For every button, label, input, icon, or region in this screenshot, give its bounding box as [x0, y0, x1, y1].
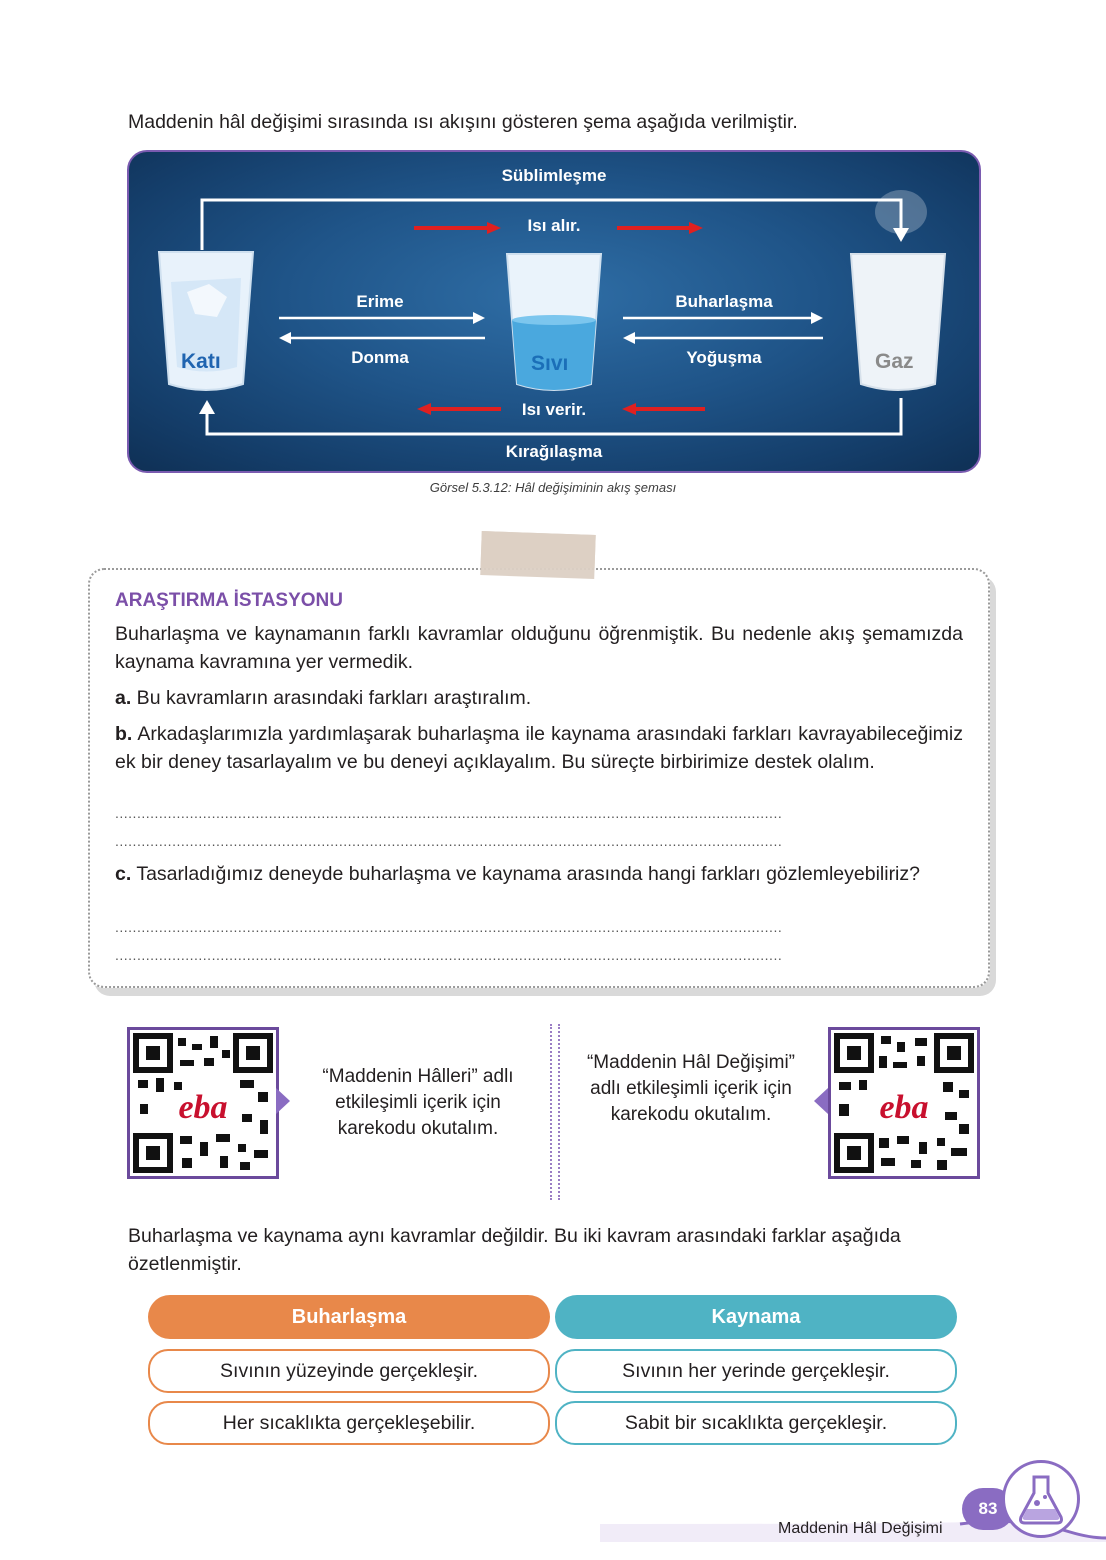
solid-label: Katı — [181, 350, 221, 373]
eba-logo: eba — [178, 1089, 228, 1126]
eba-logo: eba — [879, 1089, 929, 1126]
evaporation-header: Buharlaşma — [148, 1295, 550, 1339]
liquid-label: Sıvı — [531, 352, 569, 375]
heat-releases-label: Isı verir. — [521, 400, 587, 419]
research-item-a — [115, 684, 963, 712]
diagram-arrows — [129, 152, 979, 471]
tape-overlay — [480, 531, 595, 579]
qr-code-left[interactable] — [127, 1027, 279, 1179]
answer-line[interactable]: ........................................................................................................................................................ — [115, 834, 783, 848]
qr-right-text: “Maddenin Hâl Değişimi” adlı etkileşimli içerik için karekodu okutalım. — [586, 1052, 796, 1125]
qr-code-right[interactable] — [828, 1027, 980, 1179]
answer-line[interactable]: ........................................................................................................................................................ — [115, 920, 783, 934]
summary-text: Buharlaşma ve kaynama aynı kavramlar değildir. Bu iki kavram arasındaki farklar aşağıda özetlenmiştir. — [128, 1225, 901, 1275]
qr-divider — [550, 1024, 560, 1200]
evaporation-row: Sıvının yüzeyinde gerçekleşir. — [148, 1349, 550, 1393]
flask-glyph — [1005, 1463, 1077, 1535]
answer-line[interactable]: ........................................................................................................................................................ — [115, 806, 783, 820]
qr-left-text: “Maddenin Hâlleri” adlı etkileşimli içerik için karekodu okutalım. — [322, 1066, 514, 1139]
research-intro: Buharlaşma ve kaynamanın farklı kavramlar olduğunu öğrenmiştik. Bu nedenle akış şemamızda kaynama kavramına yer vermedik. — [115, 623, 963, 673]
qr-pointer-left — [276, 1088, 290, 1114]
deposition-arrowhead — [199, 400, 215, 414]
research-item-b — [115, 720, 963, 776]
figure-caption: Görsel 5.3.12: Hâl değişiminin akış şeması — [429, 480, 677, 495]
intro-text: Maddenin hâl değişimi sırasında ısı akışını gösteren şema aşağıda verilmiştir. — [128, 111, 798, 133]
evaporation-label: Buharlaşma — [675, 292, 773, 311]
qr-pattern-icon — [130, 1030, 276, 1176]
answer-line[interactable]: ........................................................................................................................................................ — [115, 948, 783, 962]
item-b-label: b. — [115, 723, 133, 745]
sublimation-label: Süblimleşme — [501, 166, 607, 185]
research-title: ARAŞTIRMA İSTASYONU — [115, 590, 343, 611]
boiling-row: Sabit bir sıcaklıkta gerçekleşir. — [555, 1401, 957, 1445]
item-c-text: Tasarladığımız deneyde buharlaşma ve kaynama arasında hangi farkları gözlemleyebiliriz? — [131, 863, 920, 885]
heat-absorbs-label: Isı alır. — [527, 216, 581, 235]
condensation-label: Yoğuşma — [686, 348, 762, 367]
qr-pointer-right — [814, 1088, 828, 1114]
evaporation-row: Her sıcaklıkta gerçekleşebilir. — [148, 1401, 550, 1445]
page-number: 83 — [962, 1488, 1014, 1530]
qr-pattern-icon — [831, 1030, 977, 1176]
deposition-label: Kırağılaşma — [505, 442, 603, 461]
boiling-row: Sıvının her yerinde gerçekleşir. — [555, 1349, 957, 1393]
chapter-title: Maddenin Hâl Değişimi — [778, 1520, 943, 1537]
item-c-label: c. — [115, 863, 132, 885]
flask-icon — [1002, 1460, 1080, 1538]
item-b-text: Arkadaşlarımızla yardımlaşarak buharlaşma ile kaynama arasındaki farkları kavrayabileceğimiz ek bir deney tasarlayalım ve bu deneyi açıklayalım. Bu süreçte birbirimize destek olalım. — [115, 723, 963, 773]
item-a-label: a. — [115, 687, 132, 709]
gas-label: Gaz — [875, 350, 914, 373]
boiling-header: Kaynama — [555, 1295, 957, 1339]
phase-change-diagram — [127, 150, 981, 473]
melting-label: Erime — [356, 292, 404, 311]
item-a-text: Bu kavramların arasındaki farkları araştıralım. — [131, 687, 532, 709]
freezing-label: Donma — [351, 348, 409, 367]
research-item-c — [115, 860, 963, 888]
